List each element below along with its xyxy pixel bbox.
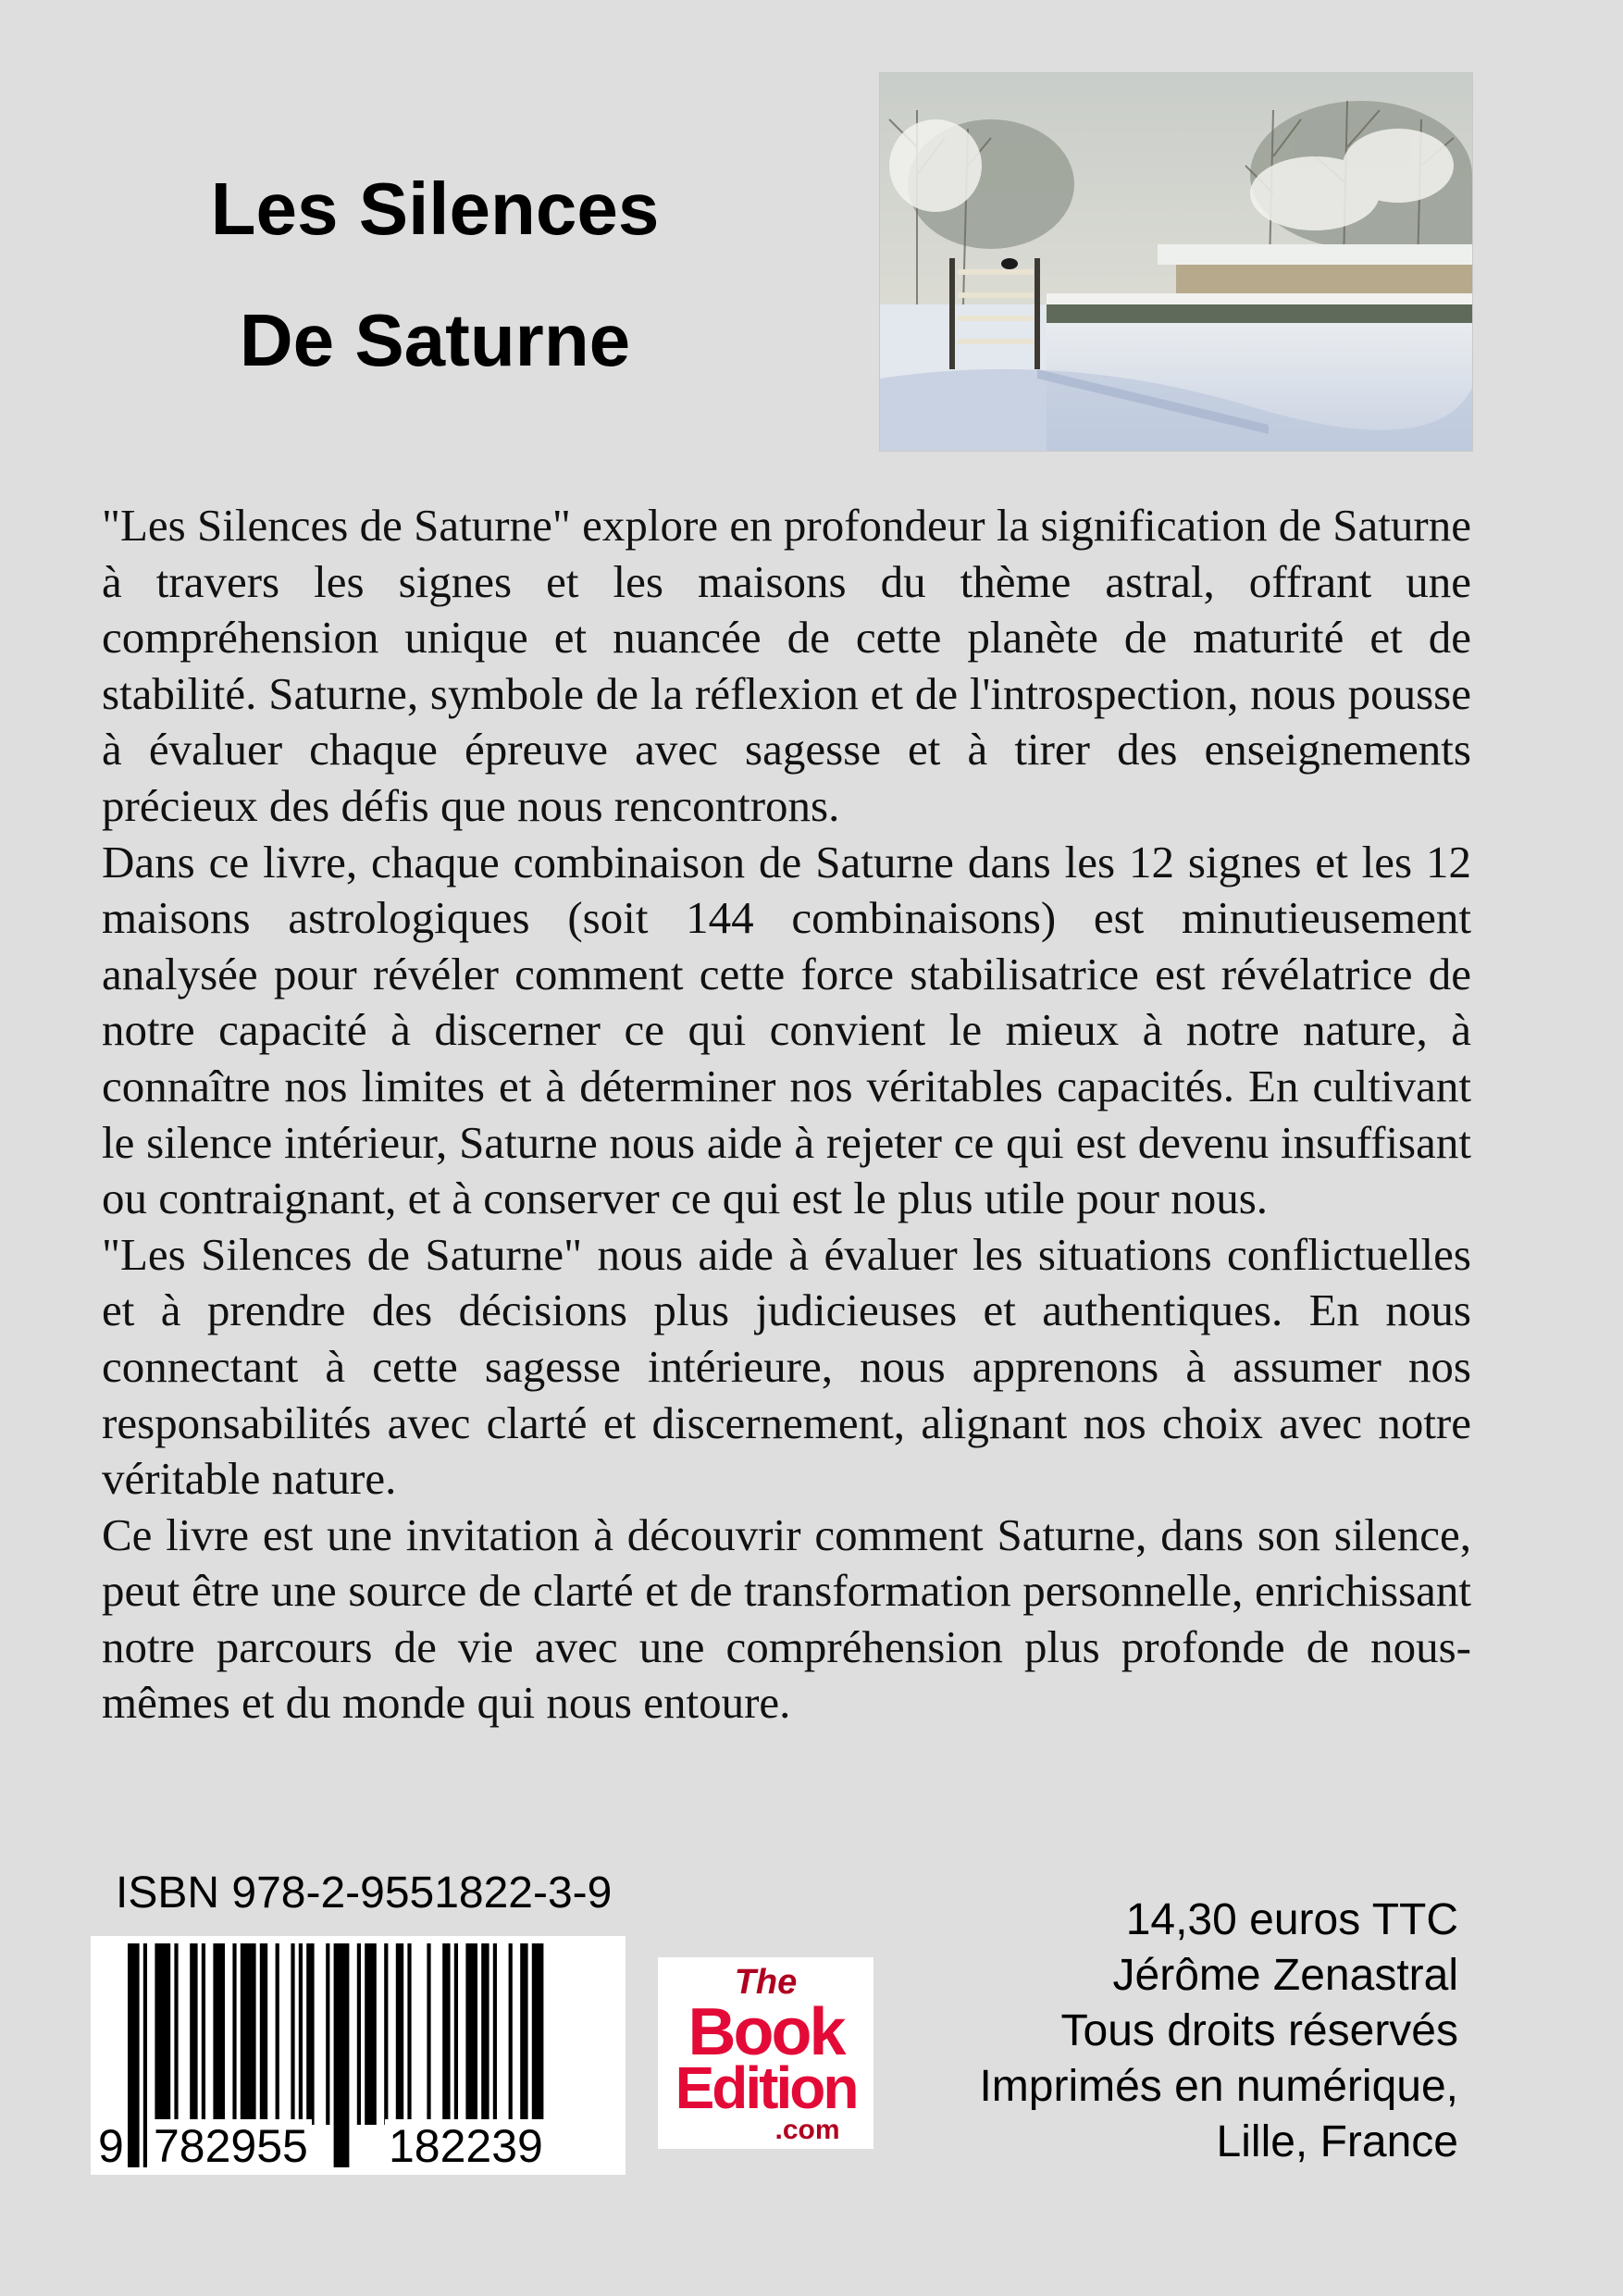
isbn-label: ISBN 978-2-9551822-3-9 xyxy=(116,1868,613,1917)
barcode-bar xyxy=(291,1943,294,2125)
title-line-2: De Saturne xyxy=(239,299,631,381)
back-cover-description xyxy=(102,498,1471,1731)
barcode-bar xyxy=(299,1943,303,2125)
barcode-digit-first: 9 xyxy=(94,2119,128,2173)
printed-note: Imprimés en numérique, xyxy=(979,2062,1458,2111)
barcode-bar xyxy=(493,1943,497,2125)
barcode-bar xyxy=(465,1943,477,2125)
barcode-bar xyxy=(202,1943,205,2125)
book-title xyxy=(120,143,750,406)
barcode-bar xyxy=(365,1943,377,2125)
barcode-bar xyxy=(509,1943,513,2125)
description-paragraph-1: "Les Silences de Saturne" explore en profondeur la signification de Saturne à travers les signes et les maisons du thème astral, offrant une compréhension unique et nuancée de cette planète de maturité et de stabilité. Saturne, symbole de la réflexion et de l'introspection, nous pousse à évaluer chaque épreuve avec sagesse et à tirer des enseignements précieux des défis que nous rencontrons. xyxy=(102,500,1471,831)
logo-the: The xyxy=(734,1963,798,2002)
isbn-barcode xyxy=(91,1936,626,2175)
logo-com: .com xyxy=(774,2115,840,2145)
imprint-block xyxy=(979,1893,1458,2170)
barcode-bar xyxy=(520,1943,527,2125)
barcode-digits-left: 782955 xyxy=(150,2119,312,2173)
barcode-bar xyxy=(442,1943,450,2125)
barcode-bar xyxy=(190,1943,197,2125)
barcode-digits-right: 182239 xyxy=(385,2119,547,2173)
barcode-bar xyxy=(481,1943,489,2125)
description-paragraph-4: Ce livre est une invitation à découvrir comment Saturne, dans son silence, peut être une source de clarté et de transformation personnelle, enrichissant notre parcours de vie avec une compréhension plus profonde de nous-mêmes et du monde qui nous entoure. xyxy=(102,1508,1471,1729)
description-paragraph-2: Dans ce livre, chaque combinaison de Saturne dans les 12 signes et les 12 maisons astrologiques (soit 144 combinaisons) est minutieusement analysée pour révéler comment cette force stabilisatrice est révélatrice de notre capacité à discerner ce qui convient le mieux à notre nature, à connaître nos limites et à déterminer nos véritables capacités. En cultivant le silence intérieur, Saturne nous aide à rejeter ce qui est devenu insuffisant ou contraignant, et à conserver ce qui est le plus utile pour nous. xyxy=(102,836,1471,1224)
description-paragraph-3: "Les Silences de Saturne" nous aide à évaluer les situations conflictuelles et à prendre des décisions plus judicieuses et authentiques. En nous connectant à cette sagesse intérieure, nous apprenons à assumer nos responsabilités avec clarté et discernement, alignant nos choix avec notre véritable nature. xyxy=(102,1228,1471,1505)
barcode-bar xyxy=(174,1943,178,2125)
barcode-bar xyxy=(407,1943,411,2125)
cover-painting xyxy=(879,72,1473,452)
barcode-bar xyxy=(357,1943,361,2125)
barcode-bar xyxy=(213,1943,225,2125)
barcode-bar xyxy=(427,1943,430,2125)
snow-landscape-painting-icon xyxy=(880,73,1472,451)
barcode-bar xyxy=(384,1943,388,2125)
logo-edition: Edition xyxy=(675,2054,857,2121)
title-line-1: Les Silences xyxy=(210,168,660,250)
barcode-bar xyxy=(155,1943,170,2125)
barcode-bar xyxy=(396,1943,403,2125)
barcode-digits xyxy=(91,2119,626,2175)
rights: Tous droits réservés xyxy=(1060,2006,1458,2055)
author: Jérôme Zenastral xyxy=(1112,1951,1458,2000)
barcode-bar xyxy=(454,1943,458,2125)
barcode-bar xyxy=(232,1943,236,2125)
print-location: Lille, France xyxy=(1216,2117,1458,2166)
barcode-bar xyxy=(241,1943,256,2125)
price: 14,30 euros TTC xyxy=(1125,1895,1458,1944)
logo-book: Book xyxy=(688,1995,844,2069)
the-book-edition-logo-icon xyxy=(658,1957,873,2149)
barcode-bar xyxy=(326,1943,329,2125)
barcode-bar xyxy=(276,1943,279,2125)
barcode-bar xyxy=(260,1943,267,2125)
barcode-bar xyxy=(306,1943,314,2125)
